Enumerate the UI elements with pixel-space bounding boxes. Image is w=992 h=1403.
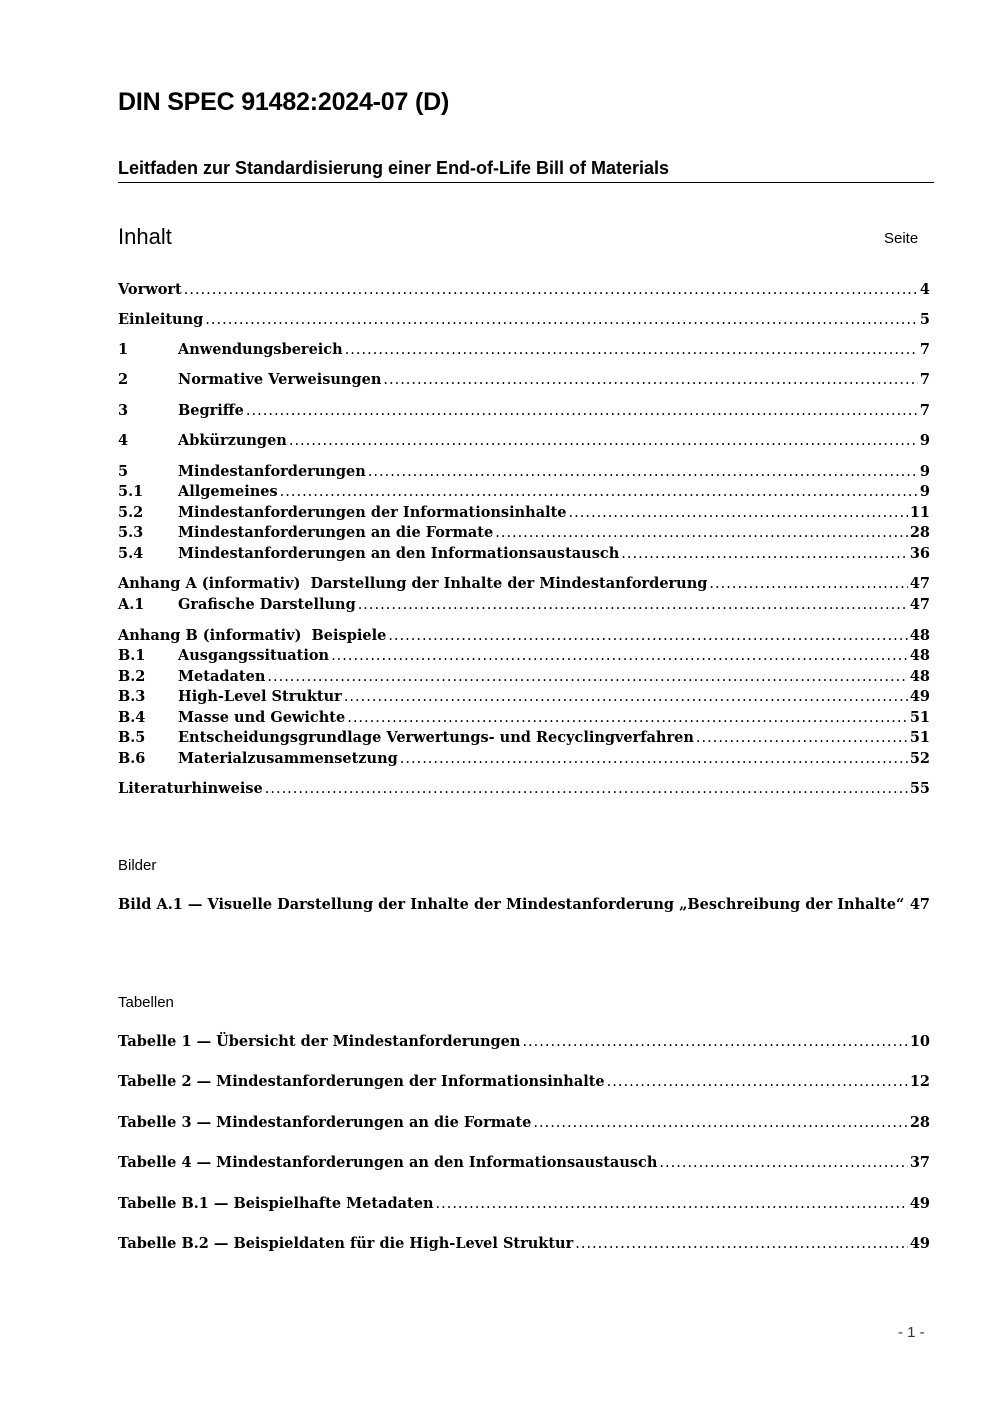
- toc-entry[interactable]: [118, 668, 930, 688]
- table-entry-title: Tabelle B.2 — Beispieldaten für die High-Level Struktur: [118, 1235, 574, 1252]
- toc-entry-page: 7: [919, 341, 930, 358]
- toc-entry[interactable]: [118, 575, 930, 595]
- toc-entry[interactable]: [118, 545, 930, 565]
- toc-leader-dots: [267, 669, 907, 685]
- table-entry[interactable]: [118, 1195, 930, 1215]
- toc-entry[interactable]: [118, 402, 930, 422]
- toc-entry[interactable]: [118, 483, 930, 503]
- toc-leader-dots: [280, 484, 918, 500]
- toc-entry-title: Metadaten: [178, 668, 266, 685]
- toc-entry-title: Begriffe: [178, 402, 244, 419]
- toc-entry[interactable]: [118, 647, 930, 667]
- toc-entry[interactable]: [118, 627, 930, 647]
- table-entry-title: Tabelle 3 — Mindestanforderungen an die Formate: [118, 1114, 532, 1131]
- toc-entry-title: Mindestanforderungen an die Formate: [178, 524, 494, 541]
- toc-leader-dots: [621, 546, 908, 562]
- toc-entry-page: 52: [909, 750, 930, 767]
- toc-leader-dots: [659, 1155, 907, 1171]
- toc-entry[interactable]: [118, 311, 930, 331]
- toc-entry-page: 5: [919, 311, 930, 328]
- toc-leader-dots: [696, 730, 908, 746]
- toc-leader-dots: [347, 710, 908, 726]
- table-entry-title: Tabelle 4 — Mindestanforderungen an den Informationsaustausch: [118, 1154, 658, 1171]
- toc-entry-title: Materialzusammensetzung: [178, 750, 398, 767]
- toc-entry-number: 5: [118, 463, 129, 480]
- toc-entry-page: 9: [919, 432, 930, 449]
- toc-entry-title: Masse und Gewichte: [178, 709, 346, 726]
- toc-entry-title: Anwendungsbereich: [178, 341, 343, 358]
- toc-entry-title: Anhang B (informativ) Beispiele: [118, 627, 387, 644]
- toc-leader-dots: [265, 781, 908, 797]
- toc-leader-dots: [205, 312, 918, 328]
- toc-leader-dots: [533, 1115, 907, 1131]
- toc-entry-page: 51: [909, 709, 930, 726]
- toc-leader-dots: [184, 282, 918, 298]
- toc-entry[interactable]: [118, 596, 930, 616]
- toc-entry[interactable]: [118, 750, 930, 770]
- toc-entry-page: 9: [919, 483, 930, 500]
- tables-heading: Tabellen: [118, 994, 174, 1011]
- toc-entry-page: 51: [909, 729, 930, 746]
- toc-entry-page: 47: [909, 596, 930, 613]
- toc-entry-title: Einleitung: [118, 311, 204, 328]
- figure-entry[interactable]: [118, 896, 930, 916]
- toc-leader-dots: [331, 648, 908, 664]
- toc-entry-number: B.5: [118, 729, 146, 746]
- toc-entry-number: 5.3: [118, 524, 144, 541]
- table-entry-page: 49: [909, 1235, 930, 1252]
- toc-entry-number: 2: [118, 371, 129, 388]
- document-title: DIN SPEC 91482:2024-07 (D): [118, 88, 450, 116]
- toc-entry-page: 4: [919, 281, 930, 298]
- toc-entry[interactable]: [118, 281, 930, 301]
- toc-leader-dots: [436, 1196, 908, 1212]
- toc-entry[interactable]: [118, 524, 930, 544]
- toc-entry[interactable]: [118, 729, 930, 749]
- toc-entry-number: 4: [118, 432, 129, 449]
- document-subtitle: Leitfaden zur Standardisierung einer End-of-Life Bill of Materials: [118, 158, 670, 178]
- toc-leader-dots: [289, 433, 918, 449]
- toc-entry-page: 48: [909, 647, 930, 664]
- toc-entry-number: B.3: [118, 688, 146, 705]
- toc-entry-page: 47: [909, 575, 930, 592]
- toc-entry[interactable]: [118, 780, 930, 800]
- toc-entry-number: 5.1: [118, 483, 144, 500]
- toc-entry-page: 28: [909, 524, 930, 541]
- toc-entry-number: 1: [118, 341, 129, 358]
- toc-entry-page: 49: [909, 688, 930, 705]
- toc-entry[interactable]: [118, 688, 930, 708]
- table-entry[interactable]: [118, 1033, 930, 1053]
- table-entry-page: 10: [909, 1033, 930, 1050]
- toc-leader-dots: [246, 403, 918, 419]
- table-entry-page: 49: [909, 1195, 930, 1212]
- table-entry-title: Tabelle 2 — Mindestanforderungen der Informationsinhalte: [118, 1073, 605, 1090]
- toc-leader-dots: [607, 1074, 908, 1090]
- toc-entry-title: Mindestanforderungen an den Informationsaustausch: [178, 545, 620, 562]
- table-entry-title: Tabelle 1 — Übersicht der Mindestanforderungen: [118, 1033, 521, 1050]
- subtitle-divider: [118, 182, 934, 183]
- toc-leader-dots: [358, 597, 908, 613]
- table-entry-page: 28: [909, 1114, 930, 1131]
- toc-entry[interactable]: [118, 709, 930, 729]
- toc-entry-title: Vorwort: [118, 281, 182, 298]
- toc-leader-dots: [400, 751, 908, 767]
- toc-entry-number: B.4: [118, 709, 146, 726]
- table-entry-page: 37: [909, 1154, 930, 1171]
- toc-entry[interactable]: [118, 371, 930, 391]
- figures-heading: Bilder: [118, 857, 157, 874]
- toc-entry-title: Abkürzungen: [178, 432, 287, 449]
- toc-entry-title: Entscheidungsgrundlage Verwertungs- und Recyclingverfahren: [178, 729, 694, 746]
- figure-entry-title: Bild A.1 — Visuelle Darstellung der Inhalte der Mindestanforderung „Beschreibung der Inhalte“: [118, 896, 905, 913]
- page-number: - 1 -: [898, 1324, 925, 1341]
- table-entry[interactable]: [118, 1154, 930, 1174]
- toc-entry-number: 3: [118, 402, 129, 419]
- toc-entry-page: 9: [919, 463, 930, 480]
- toc-leader-dots: [495, 525, 908, 541]
- toc-entry-title: Allgemeines: [178, 483, 278, 500]
- toc-entry[interactable]: [118, 432, 930, 452]
- table-entry[interactable]: [118, 1114, 930, 1134]
- toc-leader-dots: [383, 372, 918, 388]
- toc-heading: Inhalt: [118, 224, 172, 249]
- table-entry[interactable]: [118, 1073, 930, 1093]
- table-entry-page: 12: [909, 1073, 930, 1090]
- toc-leader-dots: [709, 576, 907, 592]
- toc-entry-page: 48: [909, 627, 930, 644]
- toc-entry-number: 5.2: [118, 504, 144, 521]
- toc-entry[interactable]: [118, 341, 930, 361]
- toc-entry-number: B.2: [118, 668, 146, 685]
- toc-entry-page: 7: [919, 371, 930, 388]
- toc-leader-dots: [368, 464, 918, 480]
- toc-page-column-label: Seite: [884, 230, 919, 247]
- toc-entry-number: 5.4: [118, 545, 144, 562]
- toc-entry-title: Grafische Darstellung: [178, 596, 356, 613]
- toc-entry[interactable]: [118, 504, 930, 524]
- toc-entry-page: 55: [909, 780, 930, 797]
- toc-entry-title: Ausgangssituation: [178, 647, 330, 664]
- toc-entry-number: B.6: [118, 750, 146, 767]
- toc-leader-dots: [569, 505, 908, 521]
- toc-leader-dots: [388, 628, 908, 644]
- toc-entry-number: B.1: [118, 647, 146, 664]
- toc-entry-title: High-Level Struktur: [178, 688, 342, 705]
- toc-leader-dots: [522, 1034, 907, 1050]
- toc-leader-dots: [575, 1236, 908, 1252]
- toc-entry-title: Literaturhinweise: [118, 780, 263, 797]
- toc-entry-page: 48: [909, 668, 930, 685]
- toc-entry[interactable]: [118, 463, 930, 483]
- toc-entry-title: Mindestanforderungen: [178, 463, 366, 480]
- table-entry-title: Tabelle B.1 — Beispielhafte Metadaten: [118, 1195, 434, 1212]
- toc-entry-title: Normative Verweisungen: [178, 371, 382, 388]
- toc-entry-page: 7: [919, 402, 930, 419]
- toc-entry-title: Anhang A (informativ) Darstellung der Inhalte der Mindestanforderung: [118, 575, 708, 592]
- toc-entry-page: 11: [909, 504, 930, 521]
- toc-leader-dots: [344, 689, 908, 705]
- toc-leader-dots: [345, 342, 918, 358]
- toc-entry-page: 36: [909, 545, 930, 562]
- toc-entry-title: Mindestanforderungen der Informationsinhalte: [178, 504, 567, 521]
- toc-leader-dots: [906, 897, 908, 913]
- figure-entry-page: 47: [909, 896, 930, 913]
- table-entry[interactable]: [118, 1235, 930, 1255]
- toc-entry-number: A.1: [118, 596, 145, 613]
